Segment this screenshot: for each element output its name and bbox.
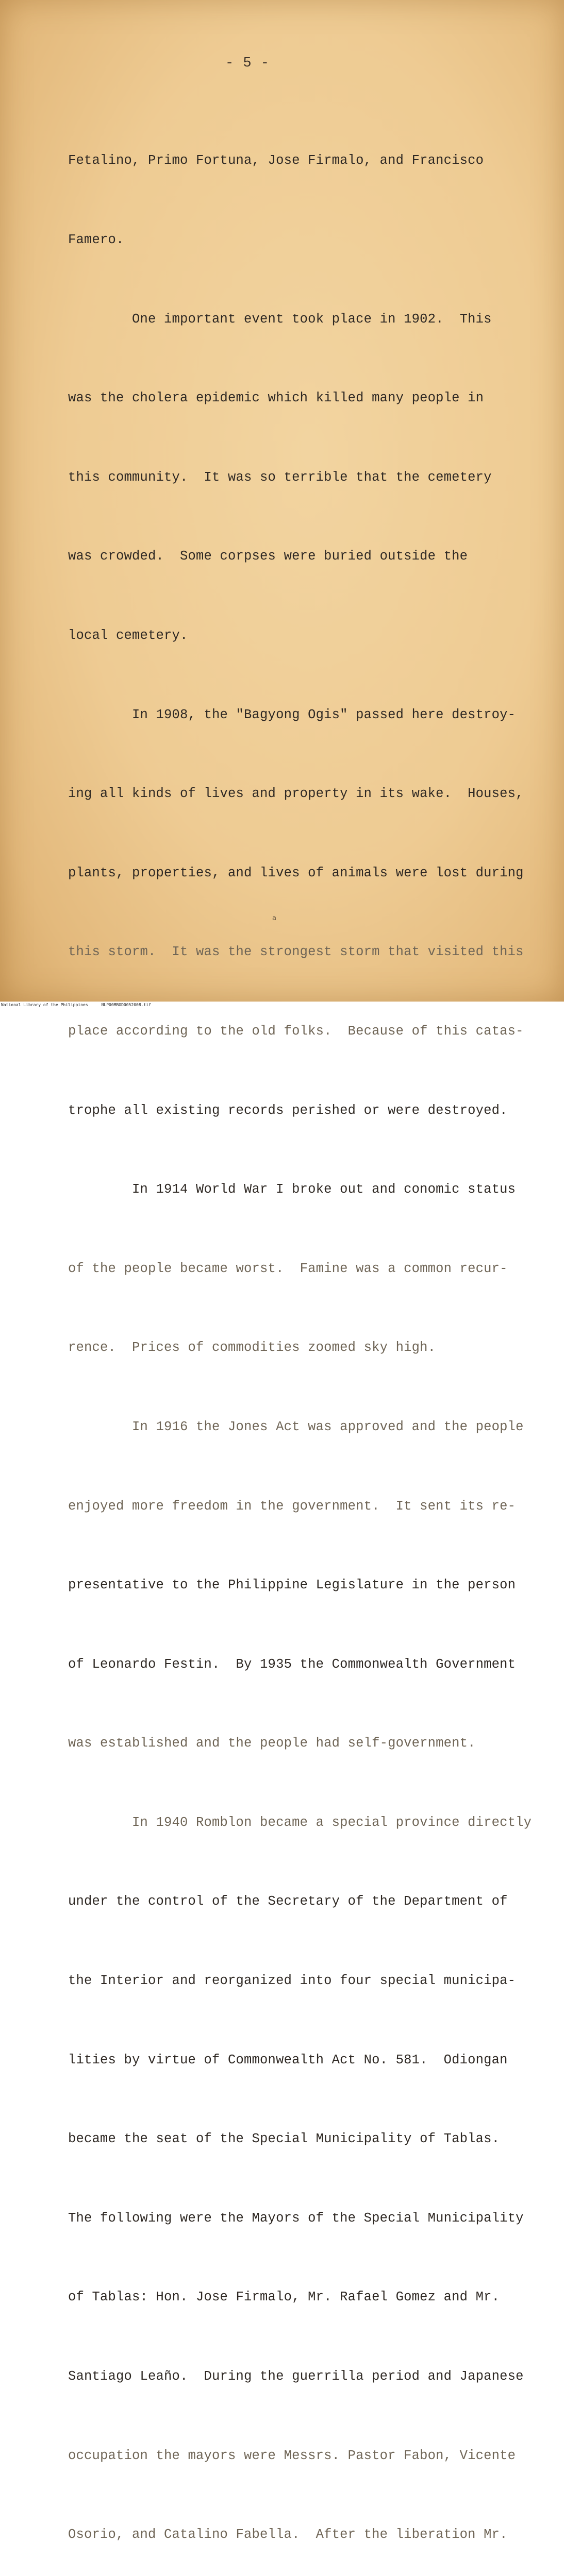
text-line: Fetalino, Primo Fortuna, Jose Firmalo, and Francisco bbox=[68, 153, 484, 168]
stray-ink-mark: a bbox=[272, 914, 276, 922]
text-line: plants, properties, and lives of animals were lost during bbox=[68, 865, 524, 880]
text-line: was established and the people had self-government. bbox=[68, 1736, 476, 1751]
text-line: enjoyed more freedom in the government. It sent its re- bbox=[68, 1498, 516, 1514]
text-line: the Interior and reorganized into four special municipa- bbox=[68, 1973, 516, 1989]
text-line: this community. It was so terrible that the cemetery bbox=[68, 469, 492, 485]
text-line: of Tablas: Hon. Jose Firmalo, Mr. Rafael Gomez and Mr. bbox=[68, 2290, 500, 2305]
text-line: became the seat of the Special Municipality of Tablas. bbox=[68, 2131, 500, 2147]
text-line: this storm. It was the strongest storm that visited this bbox=[68, 944, 524, 960]
text-line: was crowded. Some corpses were buried outside the bbox=[68, 549, 468, 564]
footer-file-name: NLP00MBOD0052008.tif bbox=[101, 1003, 151, 1007]
scan-footer bbox=[0, 1002, 564, 1009]
text-line: under the control of the Secretary of the Department of bbox=[68, 1894, 508, 1909]
text-line: One important event took place in 1902. This bbox=[68, 311, 492, 327]
text-line: The following were the Mayors of the Special Municipality bbox=[68, 2210, 524, 2226]
text-line: Santiago Leaño. During the guerrilla period and Japanese bbox=[68, 2369, 524, 2384]
text-line: In 1908, the "Bagyong Ogis" passed here destroy- bbox=[68, 707, 516, 722]
text-line: Osorio, and Catalino Fabella. After the liberation Mr. bbox=[68, 2527, 508, 2543]
text-line: presentative to the Philippine Legislature in the person bbox=[68, 1578, 516, 1593]
text-line: lities by virtue of Commonwealth Act No. 581. Odiongan bbox=[68, 2052, 508, 2067]
text-line: Famero. bbox=[68, 232, 124, 247]
text-line: local cemetery. bbox=[68, 628, 188, 643]
text-line: ing all kinds of lives and property in its wake. Houses, bbox=[68, 786, 524, 802]
text-line: of Leonardo Festin. By 1935 the Commonwealth Government bbox=[68, 1656, 516, 1672]
footer-library-name: National Library of the Philippines bbox=[1, 1003, 88, 1007]
text-line: In 1916 the Jones Act was approved and the people bbox=[68, 1419, 524, 1434]
typed-text-body bbox=[68, 95, 532, 2576]
text-line: trophe all existing records perished or were destroyed. bbox=[68, 1103, 508, 1118]
text-line: In 1940 Romblon became a special province directly bbox=[68, 1815, 532, 1830]
text-line: rence. Prices of commodities zoomed sky high. bbox=[68, 1340, 436, 1355]
text-line: of the people became worst. Famine was a common recur- bbox=[68, 1261, 508, 1276]
text-line: place according to the old folks. Because of this catas- bbox=[68, 1023, 524, 1039]
text-line: was the cholera epidemic which killed many people in bbox=[68, 391, 484, 406]
text-line: In 1914 World War I broke out and conomic status bbox=[68, 1182, 516, 1197]
text-line: occupation the mayors were Messrs. Pastor Fabon, Vicente bbox=[68, 2448, 516, 2463]
page-number: - 5 - bbox=[225, 56, 270, 71]
